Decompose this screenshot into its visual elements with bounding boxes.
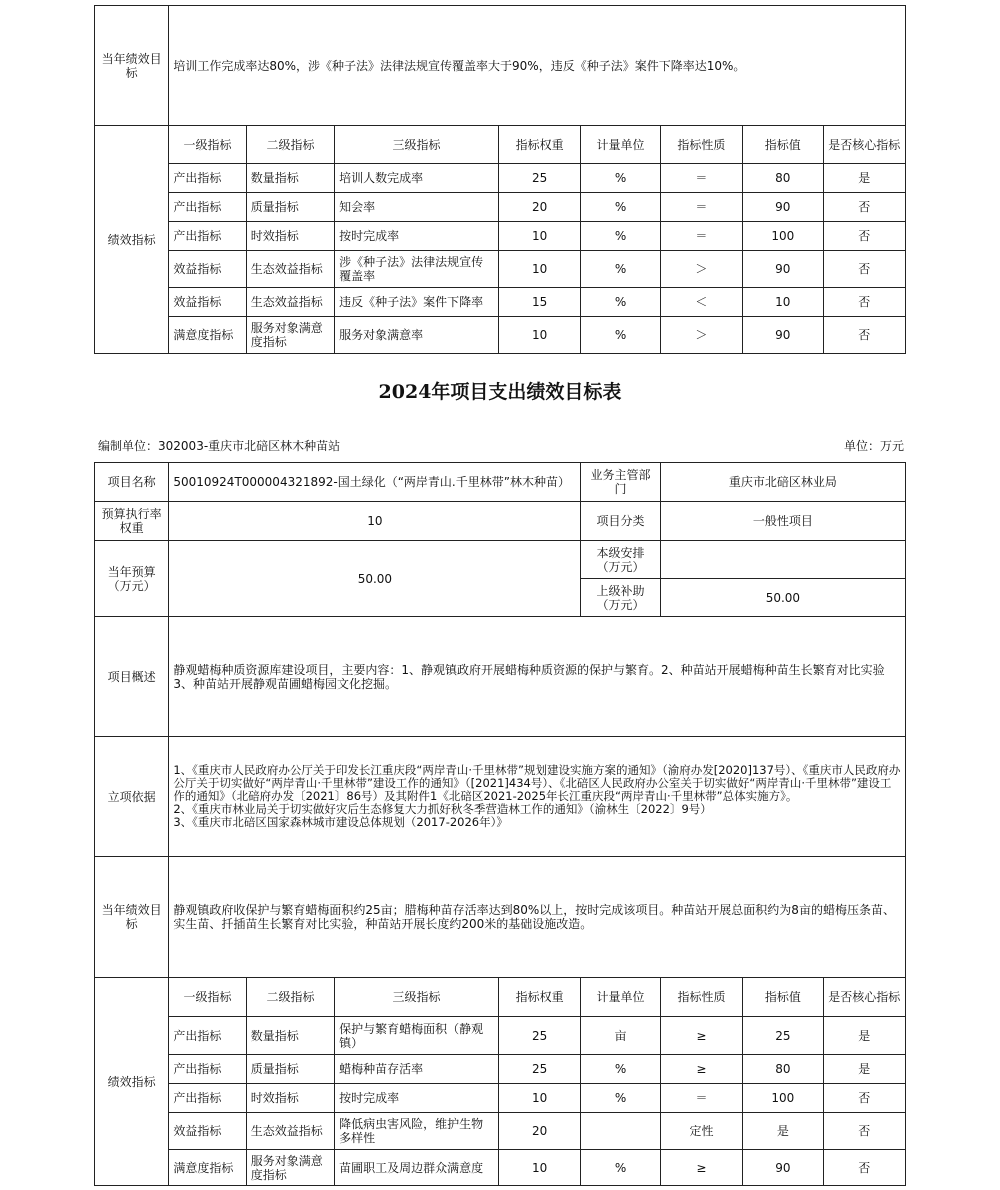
cell: 知会率 <box>335 193 499 222</box>
cell: ＝ <box>660 1084 742 1113</box>
cell: 产出指标 <box>169 1055 246 1084</box>
header-cell: 指标值 <box>743 978 823 1017</box>
cell: 是 <box>823 1055 905 1084</box>
currency-note: 单位：万元 <box>843 439 904 453</box>
budget-value: 50.00 <box>169 541 581 617</box>
cell: % <box>581 1150 660 1186</box>
overview-label: 项目概述 <box>95 617 169 737</box>
cell: 否 <box>823 251 906 288</box>
table-row <box>95 193 906 222</box>
cell: 数量指标 <box>246 1017 334 1055</box>
cell: 10 <box>498 222 580 251</box>
cell: ≥ <box>660 1017 742 1055</box>
cell: ＞ <box>660 317 742 354</box>
cell: 是 <box>823 1017 905 1055</box>
cell: ＝ <box>660 193 742 222</box>
cell: 生态效益指标 <box>246 251 334 288</box>
cell: % <box>581 251 660 288</box>
proj-name: 50010924T000004321892-国土绿化（“两岸青山.千里林带”林木种苗） <box>169 463 581 502</box>
header-cell: 一级指标 <box>169 978 246 1017</box>
table-row <box>95 1084 906 1113</box>
page-title: 2024年项目支出绩效目标表 <box>378 381 622 403</box>
table-row <box>95 317 906 354</box>
cell: 生态效益指标 <box>246 1113 334 1150</box>
cell: 产出指标 <box>169 222 246 251</box>
perf-label: 绩效指标 <box>95 126 169 354</box>
cell: 时效指标 <box>246 222 334 251</box>
basis-item: 1、《重庆市人民政府办公厅关于印发长江重庆段“两岸青山·千里林带”规划建设实施方案的通知》（渝府办发[2020]137号）、《重庆市人民政府办公厅关于切实做好“两岸青山·千里林带”建设工作的通知》（[2021]434号）、《北碚区人民政府办公室关于切实做好“两岸青山·千里林带”建设工作的通知》（北碚府办发〔2021〕86号）及其附件1《北碚区2021-2025年长江重庆段“两岸青山·千里林带”总体实施方》。 <box>173 763 901 803</box>
cell: 效益指标 <box>169 251 246 288</box>
cell: 产出指标 <box>169 193 246 222</box>
cell: 10 <box>743 288 823 317</box>
cell: 20 <box>498 193 580 222</box>
header-cell: 计量单位 <box>581 126 660 164</box>
table-row <box>95 1150 906 1186</box>
cell: 服务对象满意度指标 <box>246 1150 334 1186</box>
cell: 否 <box>823 1084 905 1113</box>
cell: 服务对象满意率 <box>335 317 499 354</box>
cell: 10 <box>498 317 580 354</box>
cell: 产出指标 <box>169 1084 246 1113</box>
header-cell: 二级指标 <box>246 126 334 164</box>
cell: % <box>581 164 660 193</box>
goal-text: 静观镇政府收保护与繁育蜡梅面积约25亩；腊梅种苗存活率达到80%以上，按时完成该项目。种苗站开展总面积约为8亩的蜡梅压条苗、实生苗、扦插苗生长繁育对比实验，种苗站开展长度约200米的基础设施改造。 <box>169 857 906 978</box>
weight-value: 10 <box>169 502 581 541</box>
cell: 满意度指标 <box>169 317 246 354</box>
cell: % <box>581 222 660 251</box>
cell: 降低病虫害风险，维护生物多样性 <box>335 1113 499 1150</box>
cell: % <box>581 1084 660 1113</box>
cell: ≥ <box>660 1055 742 1084</box>
header-cell: 计量单位 <box>581 978 660 1017</box>
cell: ＜ <box>660 288 742 317</box>
cell: 100 <box>743 222 823 251</box>
weight-label: 预算执行率权重 <box>95 502 169 541</box>
cell: 质量指标 <box>246 1055 334 1084</box>
cell: 蜡梅种苗存活率 <box>335 1055 499 1084</box>
perf-label: 绩效指标 <box>95 978 169 1186</box>
cell: % <box>581 288 660 317</box>
perf-table-2 <box>94 462 906 1186</box>
cell: 否 <box>823 222 906 251</box>
unit-value: 302003-重庆市北碚区林木种苗站 <box>158 439 341 453</box>
cell: ＝ <box>660 164 742 193</box>
perf-table-1 <box>94 5 906 354</box>
cell: ＞ <box>660 251 742 288</box>
cell: 是 <box>823 164 906 193</box>
header-cell: 三级指标 <box>335 126 499 164</box>
cell: 苗圃职工及周边群众满意度 <box>335 1150 499 1186</box>
cell: % <box>581 1055 660 1084</box>
cell: 25 <box>498 1017 580 1055</box>
basis-label: 立项依据 <box>95 737 169 857</box>
table-row <box>95 1055 906 1084</box>
local-value <box>660 541 905 579</box>
cell: 15 <box>498 288 580 317</box>
overview-text: 静观蜡梅种质资源库建设项目，主要内容：1、静观镇政府开展蜡梅种质资源的保护与繁育。2、种苗站开展蜡梅种苗生长繁育对比实验3、种苗站开展静观苗圃蜡梅园文化挖掘。 <box>169 617 906 737</box>
cell: 80 <box>743 1055 823 1084</box>
goal-label: 当年绩效目标 <box>95 6 169 126</box>
basis-text <box>169 737 906 857</box>
table-row <box>95 288 906 317</box>
header-cell: 指标性质 <box>660 126 742 164</box>
header-cell: 指标性质 <box>660 978 742 1017</box>
table-row <box>95 222 906 251</box>
cell: 数量指标 <box>246 164 334 193</box>
cell: 25 <box>498 164 580 193</box>
upper-label: 上级补助（万元） <box>581 579 660 617</box>
upper-value: 50.00 <box>660 579 905 617</box>
proj-name-label: 项目名称 <box>95 463 169 502</box>
cell: 定性 <box>660 1113 742 1150</box>
cell: 10 <box>498 251 580 288</box>
table-row <box>95 164 906 193</box>
header-cell: 指标权重 <box>498 126 580 164</box>
basis-item: 2、《重庆市林业局关于切实做好灾后生态修复大力抓好秋冬季营造林工作的通知》（渝林生〔2022〕9号） <box>173 802 712 816</box>
cell: 10 <box>498 1084 580 1113</box>
cell: 产出指标 <box>169 1017 246 1055</box>
cell: 亩 <box>581 1017 660 1055</box>
cell: 效益指标 <box>169 288 246 317</box>
cell: 10 <box>498 1150 580 1186</box>
cell <box>581 1113 660 1150</box>
cell: 是 <box>743 1113 823 1150</box>
dept-value: 重庆市北碚区林业局 <box>660 463 905 502</box>
cell: 违反《种子法》案件下降率 <box>335 288 499 317</box>
cell: 生态效益指标 <box>246 288 334 317</box>
header-cell: 是否核心指标 <box>823 978 905 1017</box>
cell: 90 <box>743 193 823 222</box>
cell: 服务对象满意度指标 <box>246 317 334 354</box>
cell: 否 <box>823 193 906 222</box>
cell: 否 <box>823 288 906 317</box>
cell: % <box>581 193 660 222</box>
local-label: 本级安排（万元） <box>581 541 660 579</box>
header-cell: 指标权重 <box>498 978 580 1017</box>
cell: ≥ <box>660 1150 742 1186</box>
cell: % <box>581 317 660 354</box>
basis-item: 3、《重庆市北碚区国家森林城市建设总体规划（2017-2026年）》 <box>173 815 508 829</box>
cell: 质量指标 <box>246 193 334 222</box>
table-row <box>95 1017 906 1055</box>
cell: 效益指标 <box>169 1113 246 1150</box>
category-value: 一般性项目 <box>660 502 905 541</box>
cell: 否 <box>823 1150 905 1186</box>
budget-label: 当年预算（万元） <box>95 541 169 617</box>
category-label: 项目分类 <box>581 502 660 541</box>
table-row <box>95 251 906 288</box>
cell: 25 <box>498 1055 580 1084</box>
cell: 时效指标 <box>246 1084 334 1113</box>
header-cell: 二级指标 <box>246 978 334 1017</box>
cell: ＝ <box>660 222 742 251</box>
header-cell: 三级指标 <box>335 978 499 1017</box>
cell: 按时完成率 <box>335 222 499 251</box>
unit-label: 编制单位： <box>98 439 159 453</box>
cell: 90 <box>743 251 823 288</box>
cell: 满意度指标 <box>169 1150 246 1186</box>
cell: 按时完成率 <box>335 1084 499 1113</box>
cell: 20 <box>498 1113 580 1150</box>
cell: 保护与繁育蜡梅面积（静观镇） <box>335 1017 499 1055</box>
unit-line <box>98 437 340 454</box>
cell: 90 <box>743 317 823 354</box>
dept-label: 业务主管部门 <box>581 463 660 502</box>
cell: 100 <box>743 1084 823 1113</box>
header-cell: 指标值 <box>743 126 823 164</box>
header-cell: 是否核心指标 <box>823 126 906 164</box>
cell: 产出指标 <box>169 164 246 193</box>
cell: 25 <box>743 1017 823 1055</box>
cell: 80 <box>743 164 823 193</box>
goal-label: 当年绩效目标 <box>95 857 169 978</box>
cell: 否 <box>823 1113 905 1150</box>
table-row <box>95 1113 906 1150</box>
cell: 否 <box>823 317 906 354</box>
goal-text: 培训工作完成率达80%，涉《种子法》法律法规宣传覆盖率大于90%，违反《种子法》案件下降率达10%。 <box>169 6 906 126</box>
cell: 培训人数完成率 <box>335 164 499 193</box>
header-cell: 一级指标 <box>169 126 246 164</box>
cell: 90 <box>743 1150 823 1186</box>
cell: 涉《种子法》法律法规宣传覆盖率 <box>335 251 499 288</box>
